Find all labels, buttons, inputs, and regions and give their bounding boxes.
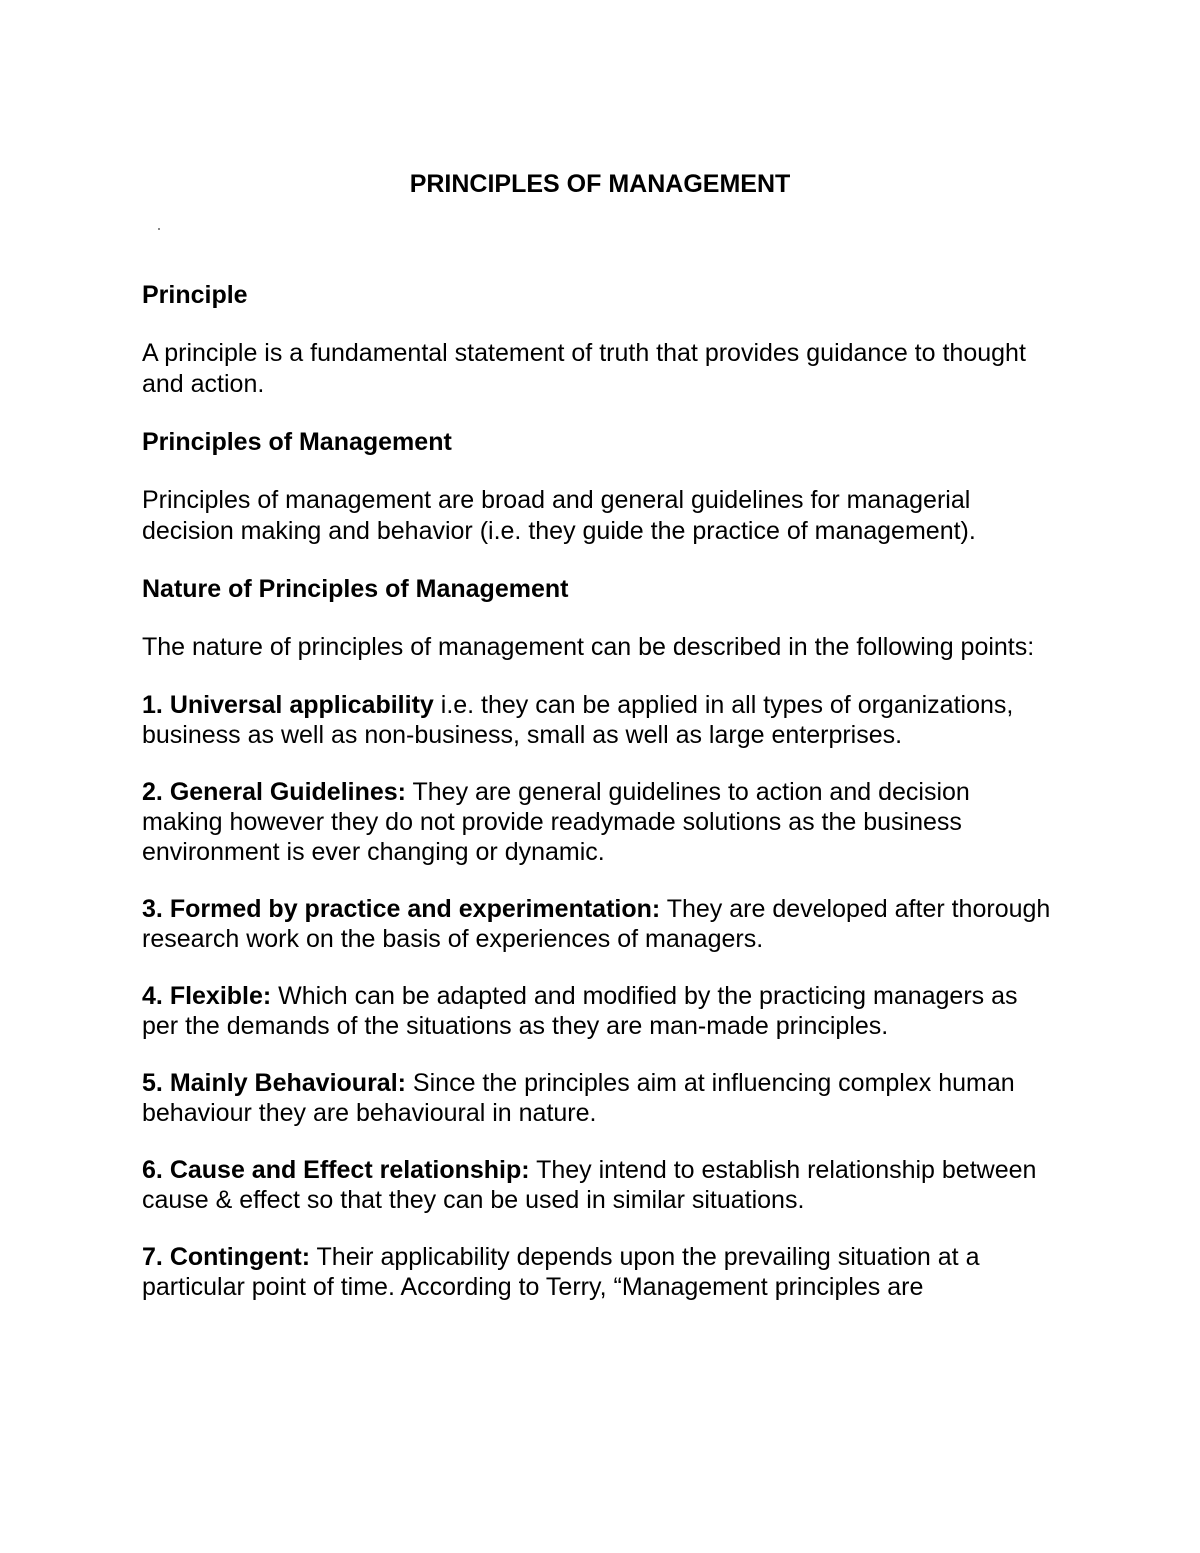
point-term: Cause and Effect relationship:	[169, 1156, 530, 1184]
point-term: Contingent:	[169, 1243, 311, 1271]
list-item	[142, 894, 1052, 954]
point-term: Flexible:	[169, 982, 272, 1010]
paragraph-principle: A principle is a fundamental statement of truth that provides guidance to thought and action.	[142, 339, 1026, 398]
point-number: 3.	[142, 895, 163, 923]
point-text: Their applicability depends upon the prevailing situation at a particular point of time. According to Terry, “Management principles are	[142, 1243, 980, 1301]
stray-dot	[158, 228, 160, 230]
point-term: General Guidelines:	[169, 778, 406, 806]
point-text: Since the principles aim at influencing complex human behaviour they are behavioural in nature.	[142, 1069, 1015, 1127]
heading-principles-of-management: Principles of Management	[142, 428, 452, 456]
nature-points-list	[142, 690, 1052, 1302]
paragraph-principles-of-management: Principles of management are broad and general guidelines for managerial decision making and behavior (i.e. they guide the practice of management).	[142, 486, 976, 545]
point-text: i.e. they can be applied in all types of organizations, business as well as non-business, small as well as large enterprises.	[142, 691, 1014, 749]
point-text: They are general guidelines to action and decision making however they do not provide readymade solutions as the business environment is ever changing or dynamic.	[142, 778, 970, 866]
point-number: 7.	[142, 1243, 163, 1271]
document-body	[142, 280, 1052, 1302]
heading-nature: Nature of Principles of Management	[142, 575, 569, 603]
list-item	[142, 1068, 1052, 1128]
point-term: Universal applicability	[169, 691, 434, 719]
point-text: They intend to establish relationship between cause & effect so that they can be used in similar situations.	[142, 1156, 1037, 1214]
point-term: Mainly Behavioural:	[169, 1069, 406, 1097]
list-item	[142, 981, 1052, 1041]
list-item	[142, 1242, 1052, 1302]
list-item	[142, 690, 1052, 750]
document-title: PRINCIPLES OF MANAGEMENT	[409, 170, 791, 198]
point-number: 5.	[142, 1069, 163, 1097]
heading-principle: Principle	[142, 281, 248, 309]
point-text: They are developed after thorough research work on the basis of experiences of managers.	[142, 895, 1051, 953]
point-number: 4.	[142, 982, 163, 1010]
point-number: 2.	[142, 778, 163, 806]
paragraph-nature: The nature of principles of management can be described in the following points:	[142, 633, 1035, 661]
list-item	[142, 1155, 1052, 1215]
point-text: Which can be adapted and modified by the practicing managers as per the demands of the situations as they are man-made principles.	[142, 982, 1018, 1040]
point-term: Formed by practice and experimentation:	[169, 895, 661, 923]
list-item	[142, 777, 1052, 867]
point-number: 6.	[142, 1156, 163, 1184]
point-number: 1.	[142, 691, 163, 719]
